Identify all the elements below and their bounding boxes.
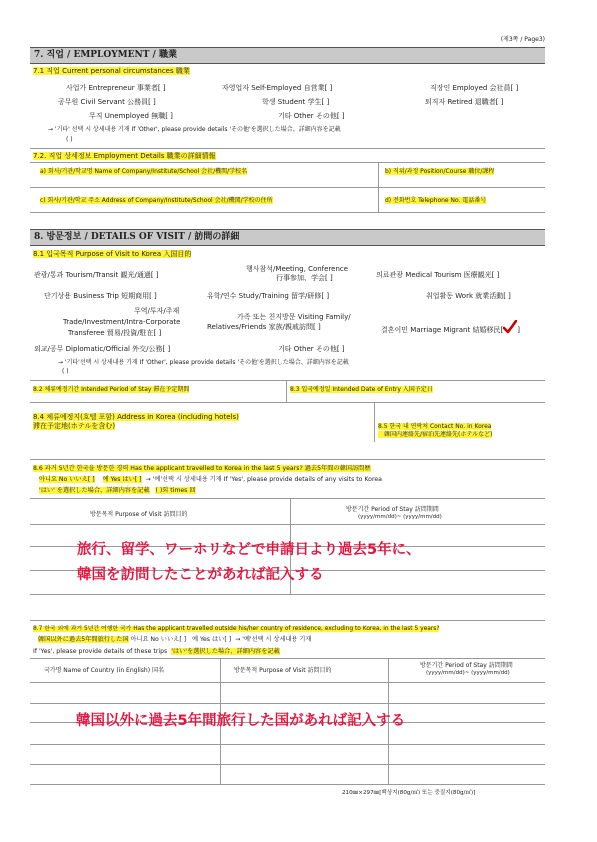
option-trade-line2[interactable]: Trade/Investment/Intra-Corporate	[63, 318, 181, 326]
visit-other-field[interactable]: ( )	[62, 368, 69, 375]
q87-options: 韓国以外に過去5年間旅行した国 아니요 No いいえ[ ] 예 Yes はい[ ] → '예'선택 시 상세내용 기재	[38, 636, 312, 643]
jp-note-korea-visits-line1: 旅行、留学、ワーホリなどで申請日より過去5年に、	[77, 542, 421, 558]
option-tourism[interactable]: 관광/통과 Tourism/Transit 観光/通過[ ]	[34, 271, 159, 279]
q86-times-field[interactable]: ( )회 times 回	[155, 487, 196, 494]
q72-label: 7.2. 직업 상세정보 Employment Details 職業の詳細情報	[33, 152, 216, 160]
q81-label: 8.1 입국목적 Purpose of Visit to Korea 入国目的	[33, 250, 192, 258]
option-entrepreneur[interactable]: 사업가 Entrepreneur 事業者[ ]	[66, 84, 166, 92]
telephone-label: d) 전화번호 Telephone No. 電話番号	[385, 197, 487, 204]
col-period2-header: 방문기간 Period of Stay 訪問期間	[420, 662, 513, 669]
check-mark-icon	[503, 320, 517, 332]
other-details-field[interactable]: ( )	[66, 136, 73, 143]
option-study[interactable]: 유학/연수 Study/Training 留学/研修[ ]	[207, 292, 330, 300]
option-meeting-line2[interactable]: 行事参加、学会[ ]	[276, 274, 333, 282]
position-label: b) 직위/과정 Position/Course 職位/課程	[385, 168, 495, 175]
visit-other-note: → '기타'선택 시 상세내용 기재 If 'Other', please provide details 'その他'を選択した場合、詳細内容を記載	[58, 359, 349, 366]
q86-label: 8.6 과거 5년간 한국을 방문한 경력 Has the applicant travelled to Korea in the last 5 years? 過去5年間の韓国訪問歴	[33, 465, 371, 472]
option-self-employed[interactable]: 자영업자 Self-Employed 自営業[ ]	[222, 84, 333, 92]
option-trade-line3[interactable]: Transferee 貿易/投資/駐在[ ]	[68, 329, 162, 337]
option-diplomatic[interactable]: 외교/공무 Diplomatic/Official 外交/公務[ ]	[34, 345, 171, 353]
option-medical[interactable]: 의료관광 Medical Tourism 医療観光[ ]	[376, 271, 500, 279]
option-work[interactable]: 취업활동 Work 就業活動[ ]	[426, 292, 511, 300]
col-purpose-header: 방문목적 Purpose of Visit 訪問目的	[90, 511, 188, 518]
company-name-label: a) 회사/기관/학교명 Name of Company/Institute/School 会社/機関/学校名	[40, 168, 248, 175]
option-retired[interactable]: 퇴직자 Retired 退職者[ ]	[425, 98, 504, 106]
q83-label: 8.3 입국예정일 Intended Date of Entry 入国予定日	[290, 386, 433, 393]
col-period2-format: (yyyy/mm/dd)~ (yyyy/mm/dd)	[426, 670, 510, 676]
option-employed[interactable]: 직장인 Employed 会社員[ ]	[430, 84, 519, 92]
q86-no[interactable]: 아니요 No いいえ[ ]	[39, 476, 95, 483]
option-family-line2[interactable]: Relatives/Friends 家族/親戚訪問[ ]	[207, 323, 321, 331]
section-employment-header: 7. 직업 / EMPLOYMENT / 職業	[30, 47, 545, 64]
page-label: (제3쪽 / Page3)	[500, 36, 545, 43]
jp-note-other-countries: 韓国以外に過去5年間旅行した国があれば記入する	[76, 713, 406, 729]
q87-if-yes: If 'Yes', please provide details of these trips 'はい'を選択した場合、詳細内容を記載	[33, 648, 280, 655]
q87-no[interactable]: 아니요 No いいえ[ ]	[130, 636, 187, 643]
q86-yes[interactable]: 예 Yes はい[ ]	[102, 476, 142, 483]
col-purpose2-header: 방문목적 Purpose of Visit 訪問目的	[234, 667, 332, 674]
col-country-header: 국가명 Name of Country (in English) 国名	[44, 667, 164, 674]
q82-label: 8.2 체류예정기간 Intended Period of Stay 滞在予定期間	[33, 386, 190, 393]
option-marriage[interactable]: 결혼이민 Marriage Migrant 結婚移民[ ]	[381, 318, 520, 335]
option-other[interactable]: 기타 Other その他[ ]	[278, 112, 345, 120]
col-period-format: (yyyy/mm/dd)~ (yyyy/mm/dd)	[358, 514, 442, 520]
option-student[interactable]: 학생 Student 学生[ ]	[262, 98, 330, 106]
q71-label: 7.1 직업 Current personal circumstances 職業	[33, 67, 190, 75]
option-business[interactable]: 단기상용 Business Trip 短期商用[ ]	[44, 292, 157, 300]
q86-options: 아니요 No いいえ[ ] 예 Yes はい[ ] → '예'선택 시 상세내용 기재 If 'Yes', please provide details of any visits to Korea	[39, 476, 382, 483]
jp-note-korea-visits-line2: 韓国を訪問したことがあれば記入する	[77, 567, 324, 583]
option-unemployed[interactable]: 무직 Unemployed 無職[ ]	[89, 112, 173, 120]
q84-label: 8.4 체류예정지(호텔 포함) Address in Korea (including hotels) 滞在予定地(ホテルを含む)	[33, 413, 239, 430]
option-civil-servant[interactable]: 공무원 Civil Servant 公務員[ ]	[58, 98, 156, 106]
q85-label: 8.5 한국 내 연락처 Contact No. in Korea 韓国内連絡先/宿泊先連絡先(ホテルなど)	[378, 423, 493, 438]
option-trade-line1[interactable]: 무역/투자/주재	[134, 307, 180, 315]
col-period-header: 방문기간 Period of Stay 訪問期間	[346, 506, 439, 513]
q87-yes[interactable]: 예 Yes はい[ ]	[192, 636, 232, 643]
q87-label: 8.7 한국 외에 과거 5년간 여행한 국가 Has the applicant travelled outside his/her country of residence, excluding to Korea, in the last 5 years?	[33, 626, 440, 632]
other-note: → '기타' 선택 시 상세내용 기재 If 'Other', please provide details 'その他'を選択した場合、詳細内容を記載	[48, 126, 341, 133]
option-family-line1[interactable]: 가족 또는 친지방문 Visiting Family/	[237, 313, 351, 321]
option-other-visit[interactable]: 기타 Other その他[ ]	[278, 345, 345, 353]
q86-times: 'はい' を選択した場合、詳細内容を記載 ( )회 times 回	[39, 487, 196, 494]
section-visit-header: 8. 방문정보 / DETAILS OF VISIT / 訪問の詳細	[30, 229, 545, 246]
option-meeting-line1[interactable]: 행사참석/Meeting, Conference	[246, 265, 349, 273]
paper-spec-footer: 210㎜×297㎜[백상지(80g/㎡) 또는 중질지(80g/㎡)]	[342, 790, 476, 796]
company-address-label: c) 회사/기관/학교 주소 Address of Company/Institute/School 会社/機関/学校の住所	[40, 197, 273, 204]
